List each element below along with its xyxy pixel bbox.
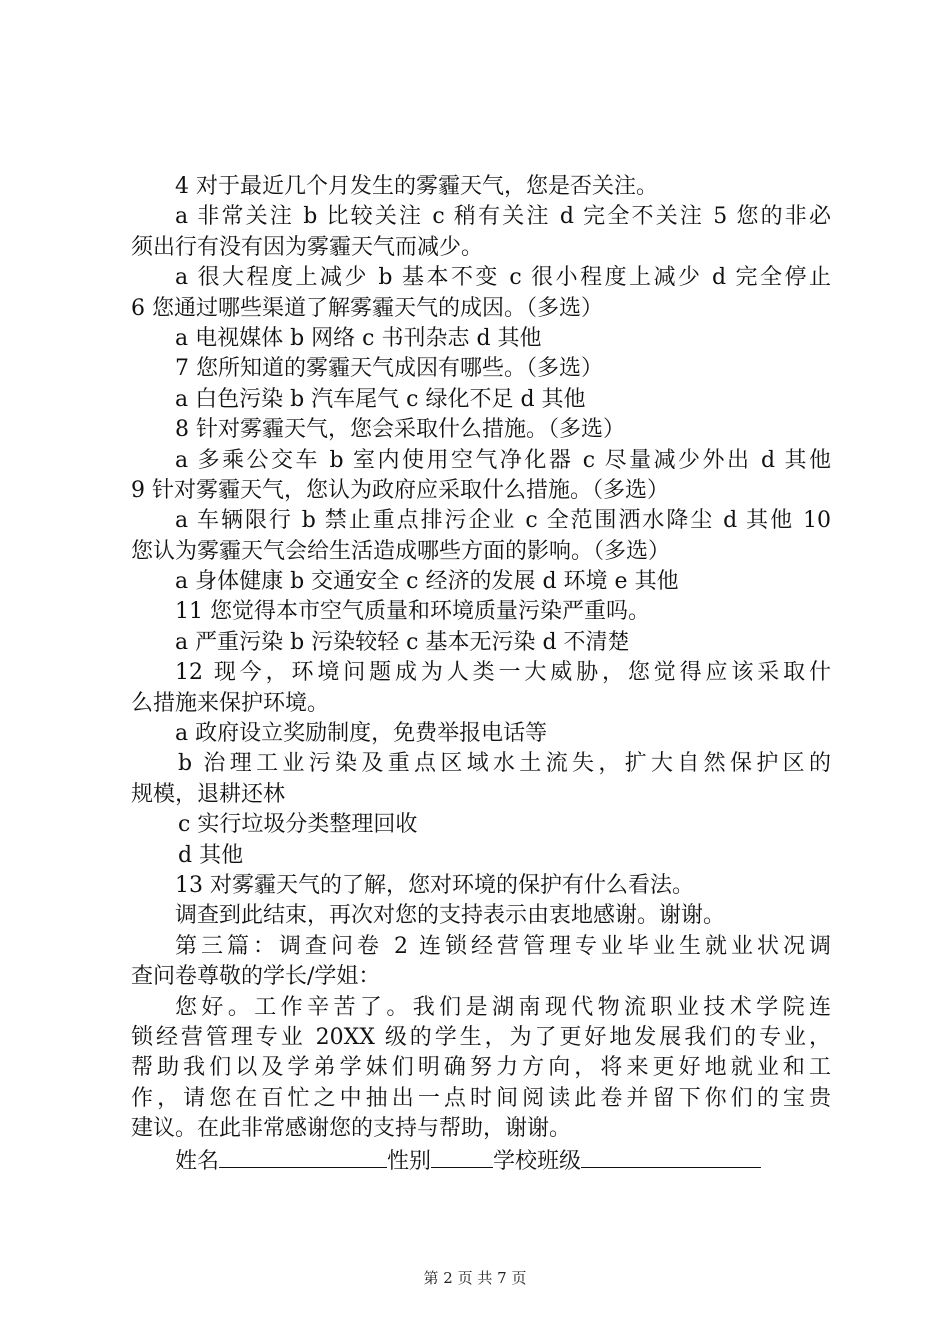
options-11: a 严重污染 b 污染较轻 c 基本无污染 d 不清楚 <box>175 629 630 655</box>
question-10-continued: 您认为雾霾天气会给生活造成哪些方面的影响。（多选） <box>131 538 671 564</box>
gender-blank[interactable] <box>431 1145 493 1168</box>
option-12-d: d 其他 <box>178 842 244 868</box>
gender-label: 性别 <box>387 1148 432 1174</box>
name-label: 姓名 <box>175 1148 220 1174</box>
question-11: 11 您觉得本市空气质量和环境质量污染严重吗。 <box>175 599 650 625</box>
question-12: 12 现今，环境问题成为人类一大威胁，您觉得应该采取什 <box>175 660 831 686</box>
intro-paragraph-line-5: 建议。在此非常感谢您的支持与帮助，谢谢。 <box>131 1116 572 1142</box>
intro-paragraph-line-3: 帮助我们以及学弟学妹们明确努力方向，将来更好地就业和工 <box>131 1055 831 1081</box>
question-6: 6 您通过哪些渠道了解雾霾天气的成因。（多选） <box>131 295 603 321</box>
question-7: 7 您所知道的雾霾天气成因有哪些。（多选） <box>175 356 603 382</box>
option-12-c: c 实行垃圾分类整理回收 <box>178 812 418 838</box>
question-9: 9 针对雾霾天气，您认为政府应采取什么措施。（多选） <box>131 477 669 503</box>
question-8: 8 针对雾霾天气，您会采取什么措施。（多选） <box>175 417 625 443</box>
intro-paragraph-line-2: 锁经营管理专业 20XX 级的学生，为了更好地发展我们的专业， <box>131 1024 831 1050</box>
page-footer: 第 2 页 共 7 页 <box>423 1269 527 1287</box>
option-12-a: a 政府设立奖励制度，免费举报电话等 <box>175 721 548 747</box>
question-5-continued: 须出行有没有因为雾霾天气而减少。 <box>131 234 484 260</box>
class-blank[interactable] <box>581 1145 761 1168</box>
survey-closing: 调查到此结束，再次对您的支持表示由衷地感谢。谢谢。 <box>175 903 726 929</box>
intro-paragraph-line-4: 作，请您在百忙之中抽出一点时间阅读此卷并留下你们的宝贵 <box>131 1085 831 1111</box>
options-5: a 很大程度上减少 b 基本不变 c 很小程度上减少 d 完全停止 <box>175 265 831 291</box>
section-three-title-continued: 查问卷尊敬的学长/学姐： <box>131 964 381 990</box>
options-6: a 电视媒体 b 网络 c 书刊杂志 d 其他 <box>175 325 542 351</box>
form-row <box>131 1145 831 1175</box>
option-12-b: b 治理工业污染及重点区域水土流失，扩大自然保护区的 <box>178 751 831 777</box>
options-8: a 多乘公交车 b 室内使用空气净化器 c 尽量减少外出 d 其他 <box>175 447 831 473</box>
intro-paragraph-line-1: 您好。工作辛苦了。我们是湖南现代物流职业技术学院连 <box>175 994 831 1020</box>
option-12-b-continued: 规模，退耕还林 <box>131 781 286 807</box>
options-9-question-10: a 车辆限行 b 禁止重点排污企业 c 全范围洒水降尘 d 其他 10 <box>175 508 831 534</box>
name-blank[interactable] <box>219 1145 387 1168</box>
document-body <box>131 172 831 1175</box>
question-4: 4 对于最近几个月发生的雾霾天气，您是否关注。 <box>175 174 658 199</box>
question-12-continued: 么措施来保护环境。 <box>131 690 330 716</box>
options-7: a 白色污染 b 汽车尾气 c 绿化不足 d 其他 <box>175 386 586 412</box>
question-13: 13 对雾霾天气的了解，您对环境的保护有什么看法。 <box>175 872 694 898</box>
class-label: 学校班级 <box>493 1148 582 1174</box>
options-10: a 身体健康 b 交通安全 c 经济的发展 d 环境 e 其他 <box>175 569 679 595</box>
options-4-question-5: a 非常关注 b 比较关注 c 稍有关注 d 完全不关注 5 您的非必 <box>175 204 831 230</box>
section-three-title: 第三篇：调查问卷 2 连锁经营管理专业毕业生就业状况调 <box>175 933 831 959</box>
